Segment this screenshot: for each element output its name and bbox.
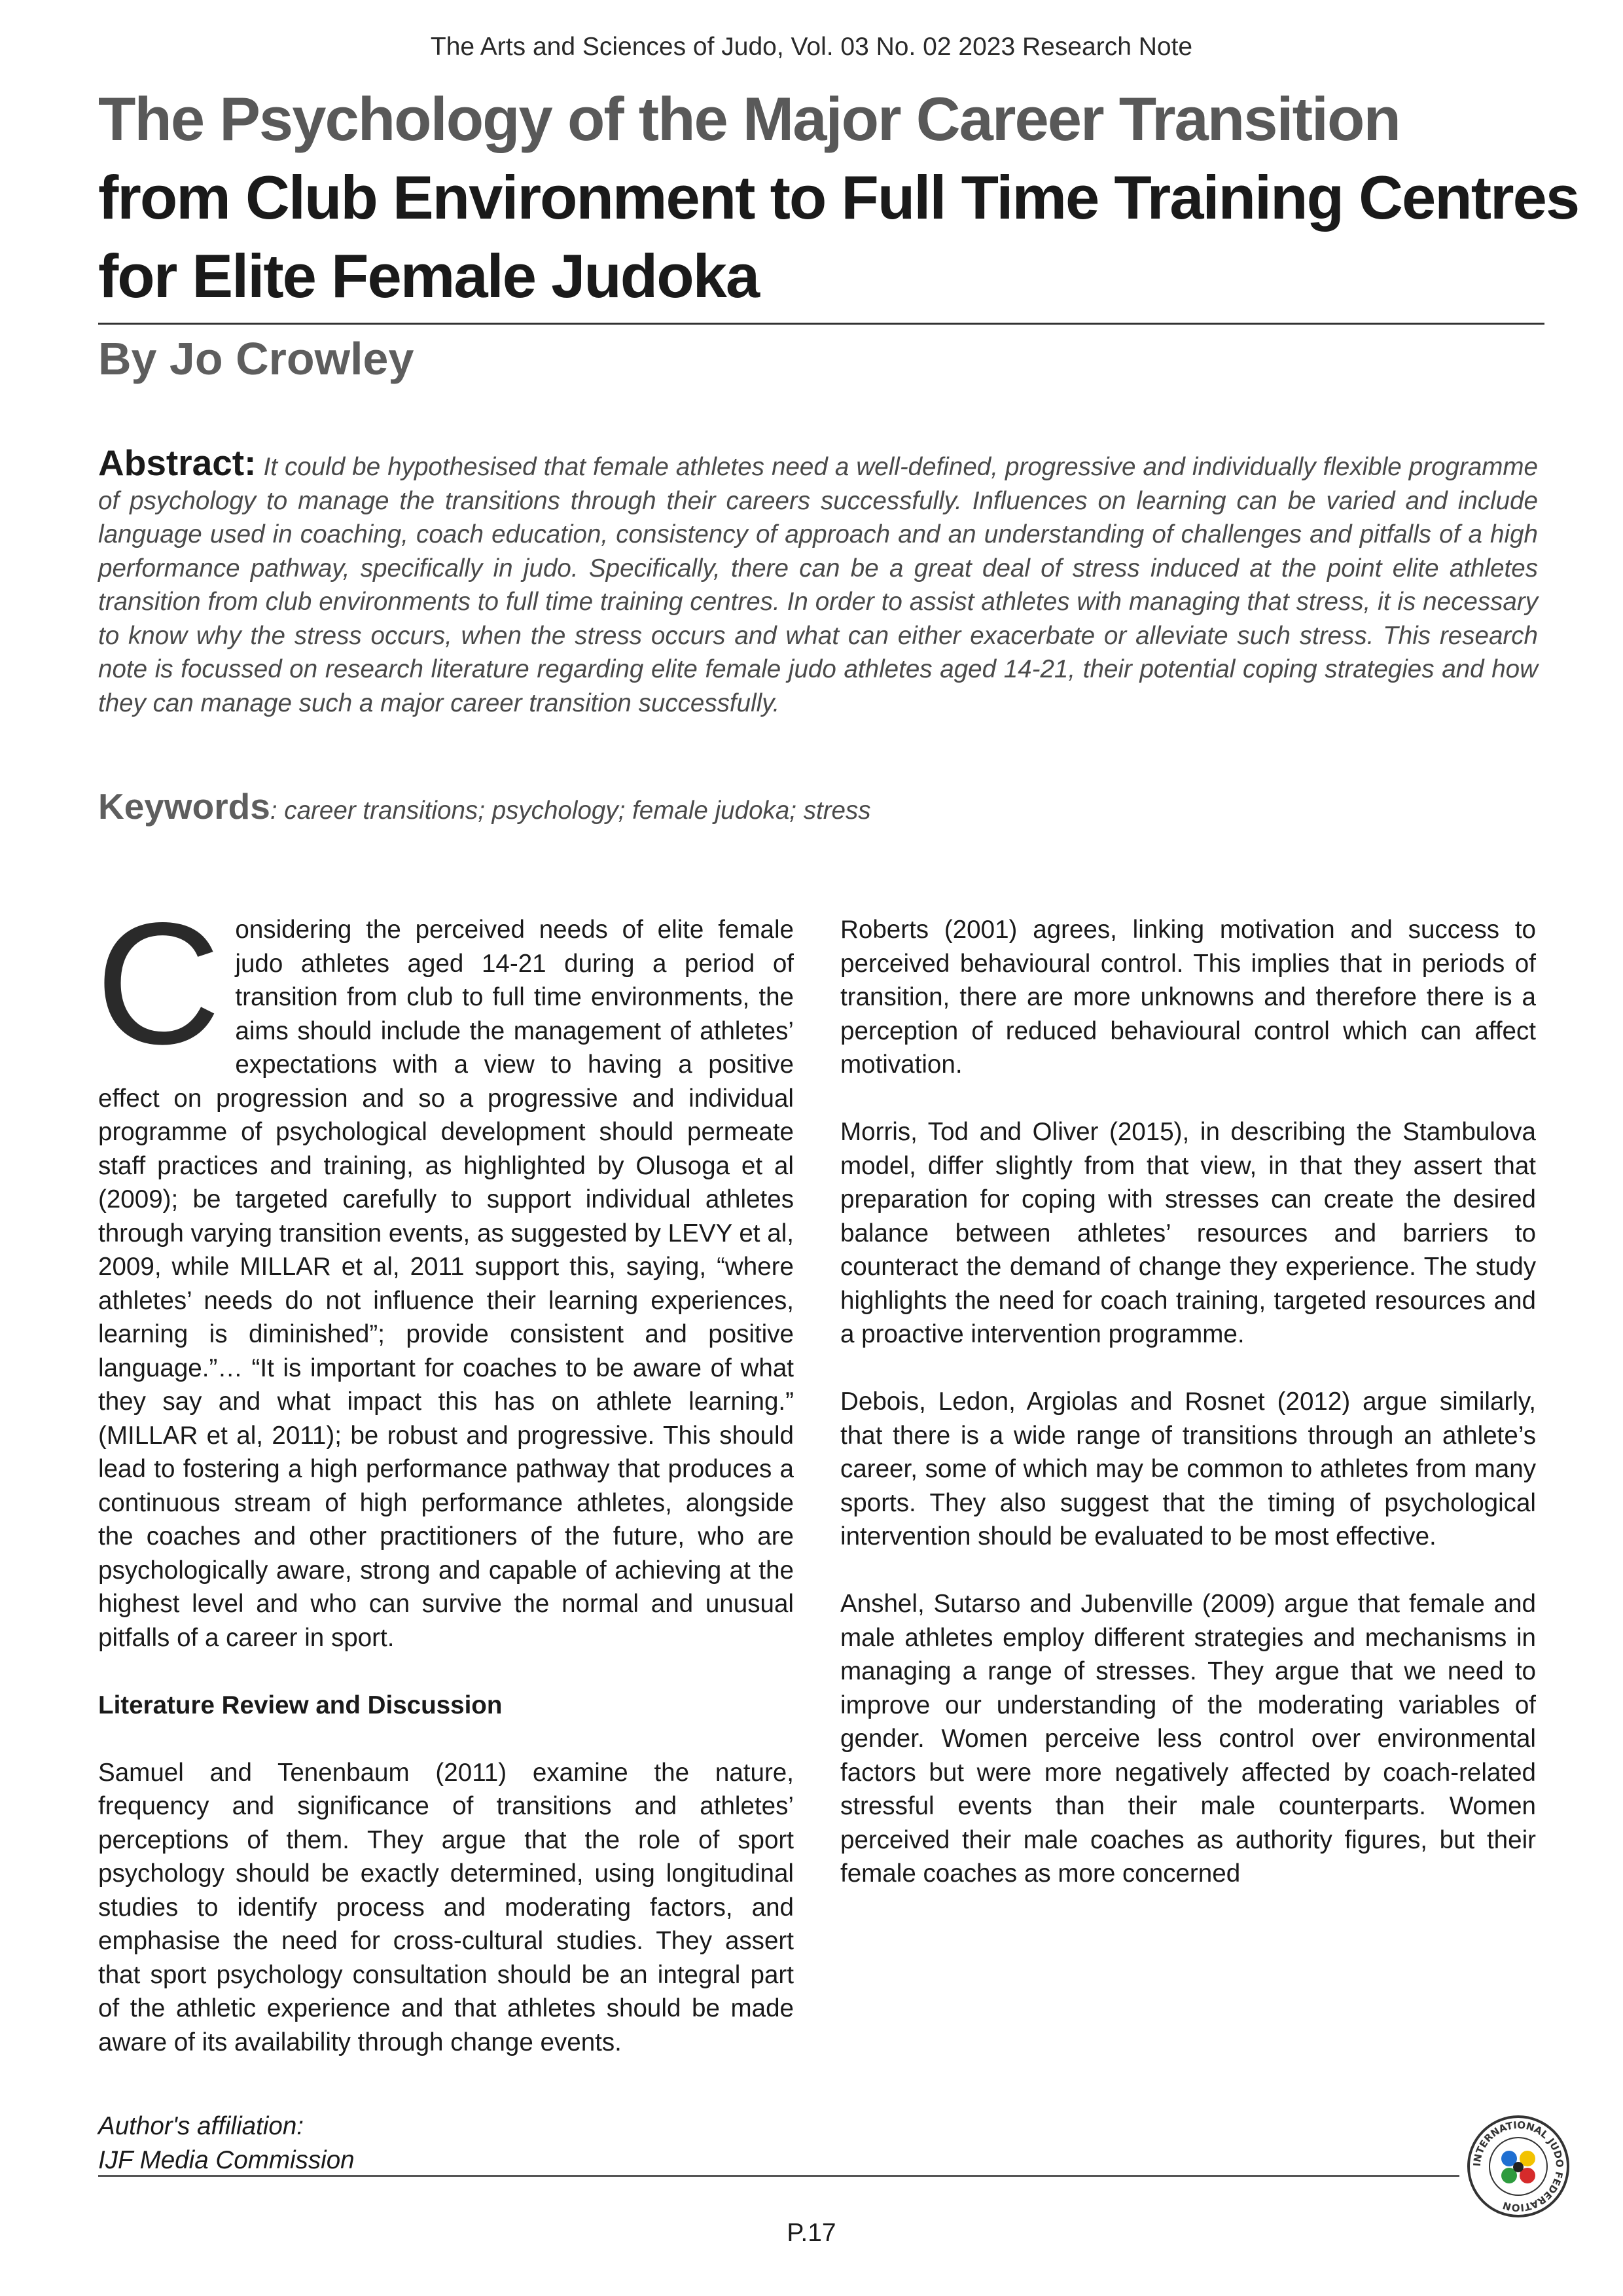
title-line-2: from Club Environment to Full Time Training Centres xyxy=(98,163,1579,232)
abstract-label: Abstract: xyxy=(98,442,257,483)
body-paragraph-intro xyxy=(96,887,794,1655)
title-divider xyxy=(98,323,1544,325)
keywords-label: Keywords xyxy=(98,786,270,827)
byline: By Jo Crowley xyxy=(98,333,414,384)
body-paragraph: Samuel and Tenenbaum (2011) examine the nature, frequency and significance of transitions and athletes’ perceptions of them. They argue that the role of sport psychology should be exactly determined, using longitudinal studies to identify process and moderating factors, and emphasise the need for cross-cultural studies. They assert that sport psychology consultation should be an integral part of the athletic experience and that athletes should be made aware of its availability through change events. xyxy=(98,1758,794,2056)
abstract-text: It could be hypothesised that female athletes need a well-defined, progressive and individually flexible programme of psychology to manage the transitions through their careers successfully. Influences on learning can be varied and include language used in coaching, coach education, consistency of approach and an understanding of challenges and pitfalls of a high performance pathway, specifically in judo. Specifically, there can be a great deal of stress induced at the point elite athletes transition from club environments to full time training centres. In order to assist athletes with managing that stress, it is necessary to know why the stress occurs, when the stress occurs and what can either exacerbate or alleviate such stress. This research note is focussed on research literature regarding elite female judo athletes aged 14-21, their potential coping strategies and how they can manage such a major career transition successfully. xyxy=(98,453,1539,717)
section-heading: Literature Review and Discussion xyxy=(98,1691,503,1719)
body-column-left xyxy=(96,887,794,2093)
logo-dot-center xyxy=(1513,2162,1524,2172)
body-paragraph: Roberts (2001) agrees, linking motivation and success to perceived behavioural control. This implies that in periods of transition, there are more unknowns and therefore there is a perception of reduced behavioural control which can affect motivation. xyxy=(840,916,1536,1079)
abstract xyxy=(98,442,1539,720)
body-paragraph: Anshel, Sutarso and Jubenville (2009) argue that female and male athletes employ different strategies and mechanisms in managing a range of stresses. They argue that we need to improve our understanding of the moderating variables of gender. Women perceive less control over environmental factors but were more negatively affected by coach-related stressful events than their male counterparts. Women perceived their male coaches as authority figures, but their female coaches as more concerned xyxy=(840,1590,1536,1888)
body-paragraph: Morris, Tod and Oliver (2015), in describing the Stambulova model, differ slightly from that view, in that they assert that preparation for coping with stresses can create the desired balance between athletes’ resources and barriers to counteract the demand of change they experience. The study highlights the need for coach training, targeted resources and a proactive intervention programme. xyxy=(840,1118,1536,1348)
title-line-3: for Elite Female Judoka xyxy=(98,242,759,310)
paper-title xyxy=(98,80,1579,315)
footer-divider xyxy=(98,2175,1459,2177)
body-column-right xyxy=(840,913,1536,1924)
keywords-text: : career transitions; psychology; female judoka; stress xyxy=(270,797,871,825)
intro-text: onsidering the perceived needs of elite female judo athletes aged 14-21 during a period of transition from club to full time environments, the aims should include the management of athletes’ expectations with a view to having a positive effect on progression and so a progressive and individual programme of psychological development should permeate staff practices and training, as highlighted by Olusoga et al (2009); be targeted carefully to support individual athletes through varying transition events, as suggested by LEVY et al, 2009, while MILLAR et al, 2011 support this, saying, “where athletes’ needs do not influence their learning experiences, learning is diminished”; provide consistent and positive language.”… “It is important for coaches to be aware of what they say and what impact this has on athlete learning.” (MILLAR et al, 2011); be robust and progressive. This should lead to fostering a high performance pathway that produces a continuous stream of high performance athletes, alongside the coaches and other practitioners of the future, who are psychologically aware, strong and capable of achieving at the highest level and who can survive the normal and unusual pitfalls of a career in sport. xyxy=(98,916,794,1652)
affiliation-label: Author's affiliation: xyxy=(98,2112,304,2140)
author-affiliation xyxy=(98,2109,355,2177)
keywords xyxy=(98,785,871,827)
drop-cap: C xyxy=(96,887,221,1081)
running-header: The Arts and Sciences of Judo, Vol. 03 No. 02 2023 Research Note xyxy=(430,33,1193,61)
logo-ring-text: INTERNATIONAL JUDO FEDERATION xyxy=(1471,2119,1566,2214)
title-line-1: The Psychology of the Major Career Transition xyxy=(98,84,1400,153)
body-paragraph: Debois, Ledon, Argiolas and Rosnet (2012) argue similarly, that there is a wide range of transitions through an athlete’s career, some of which may be common to athletes from many sports. They also suggest that the timing of psychological intervention should be evaluated to be most effective. xyxy=(840,1388,1536,1551)
affiliation-value: IJF Media Commission xyxy=(98,2145,355,2174)
ijf-logo-icon xyxy=(1466,2114,1571,2219)
page-number: P.17 xyxy=(787,2219,836,2247)
